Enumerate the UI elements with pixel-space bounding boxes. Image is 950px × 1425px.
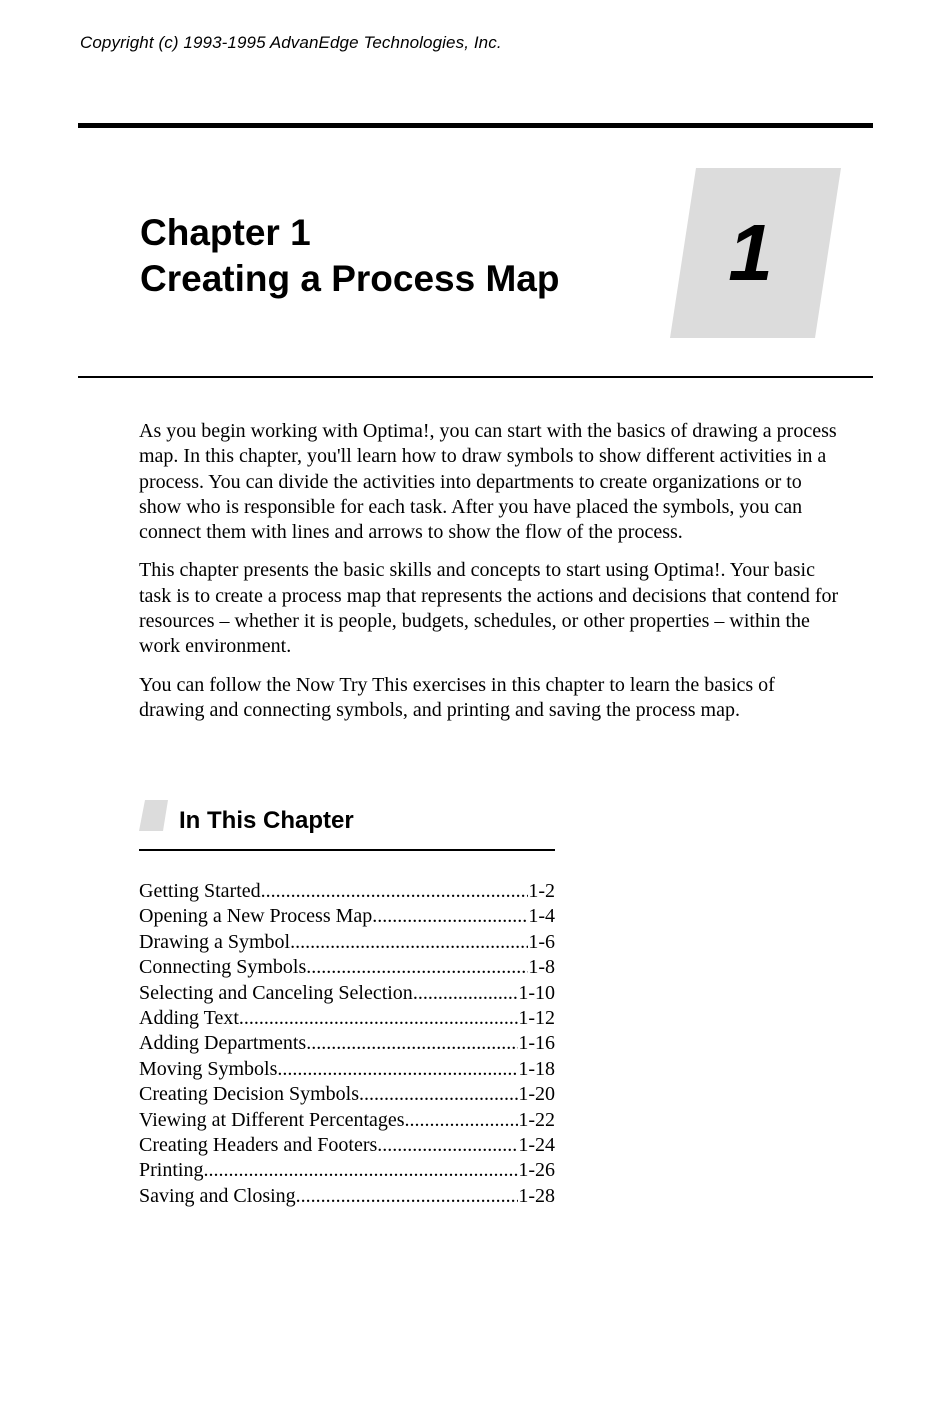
toc-entry bbox=[139, 1031, 555, 1056]
toc-entry-page: 1-2 bbox=[528, 880, 555, 902]
toc-leader bbox=[239, 1006, 518, 1031]
chapter-label: Chapter 1 bbox=[140, 212, 311, 253]
toc-entry bbox=[139, 1133, 555, 1158]
intro-text bbox=[139, 419, 839, 736]
heading-bottom-rule bbox=[78, 376, 873, 378]
chapter-number-badge bbox=[668, 168, 843, 338]
chapter-contents-list bbox=[139, 879, 555, 1209]
toc-leader bbox=[413, 981, 519, 1006]
toc-entry-title: Moving Symbols bbox=[139, 1057, 278, 1080]
toc-leader bbox=[306, 955, 528, 980]
chapter-heading bbox=[140, 210, 559, 302]
toc-entry-title: Creating Decision Symbols bbox=[139, 1083, 359, 1106]
toc-entry-title: Opening a New Process Map bbox=[139, 905, 373, 928]
toc-entry bbox=[139, 904, 555, 929]
toc-entry-title: Printing bbox=[139, 1159, 204, 1182]
toc-entry bbox=[139, 1057, 555, 1082]
toc-entry bbox=[139, 1184, 555, 1209]
toc-leader bbox=[405, 1108, 519, 1133]
toc-entry bbox=[139, 1158, 555, 1183]
toc-leader bbox=[306, 1031, 518, 1056]
toc-entry-page: 1-24 bbox=[518, 1134, 555, 1157]
toc-entry-title: Adding Text bbox=[139, 1007, 239, 1030]
toc-entry bbox=[139, 1006, 555, 1031]
toc-entry bbox=[139, 1108, 555, 1133]
toc-entry-page: 1-28 bbox=[518, 1184, 555, 1207]
chapter-number: 1 bbox=[728, 208, 773, 297]
toc-entry-page: 1-12 bbox=[518, 1007, 555, 1030]
toc-entry-title: Selecting and Canceling Selection bbox=[139, 981, 413, 1004]
toc-entry bbox=[139, 1082, 555, 1107]
copyright-notice: Copyright (c) 1993-1995 AdvanEdge Technologies, Inc. bbox=[80, 33, 502, 52]
toc-entry-page: 1-20 bbox=[518, 1083, 555, 1106]
intro-paragraph: This chapter presents the basic skills and concepts to start using Optima!. Your basic task is to create a process map that represents the actions and decisions that contend for resources – whether it is people, budgets, schedules, or other properties – within the work environment. bbox=[139, 559, 839, 658]
toc-entry-title: Adding Departments bbox=[139, 1032, 307, 1055]
toc-leader bbox=[359, 1082, 518, 1107]
toc-leader bbox=[203, 1158, 518, 1183]
toc-entry-title: Drawing a Symbol bbox=[139, 930, 291, 953]
toc-leader bbox=[372, 904, 528, 929]
toc-leader bbox=[296, 1184, 519, 1209]
in-this-chapter-header bbox=[139, 800, 555, 852]
toc-entry-page: 1-6 bbox=[528, 930, 555, 953]
toc-leader bbox=[290, 930, 528, 955]
toc-entry-page: 1-26 bbox=[518, 1159, 555, 1182]
toc-entry-page: 1-10 bbox=[518, 981, 555, 1004]
toc-entry bbox=[139, 879, 555, 904]
intro-paragraph: You can follow the Now Try This exercises in this chapter to learn the basics of drawing and connecting symbols, and printing and saving the process map. bbox=[139, 673, 775, 721]
chapter-title: Creating a Process Map bbox=[140, 258, 560, 299]
toc-entry-title: Getting Started bbox=[139, 880, 261, 902]
section-title: In This Chapter bbox=[179, 807, 354, 834]
toc-entry-page: 1-8 bbox=[528, 956, 555, 979]
toc-entry-title: Connecting Symbols bbox=[139, 956, 307, 979]
intro-paragraph: As you begin working with Optima!, you can start with the basics of drawing a process map. In this chapter, you'll learn how to draw symbols to show different activities in a process. You can divide the activities into departments to create organizations or to show who is responsible for each task. After you have placed the symbols, you can connect them with lines and arrows to show the flow of the process. bbox=[139, 420, 837, 544]
toc-entry-page: 1-22 bbox=[518, 1108, 555, 1131]
toc-entry-title: Creating Headers and Footers bbox=[139, 1134, 378, 1157]
toc-entry-title: Saving and Closing bbox=[139, 1184, 296, 1207]
toc-entry bbox=[139, 955, 555, 980]
section-rule bbox=[139, 849, 555, 851]
toc-leader bbox=[261, 879, 529, 904]
toc-entry-page: 1-16 bbox=[518, 1032, 555, 1055]
toc-leader bbox=[377, 1133, 518, 1158]
top-rule bbox=[78, 123, 873, 128]
toc-entry-page: 1-18 bbox=[518, 1057, 555, 1080]
toc-entry-title: Viewing at Different Percentages bbox=[139, 1108, 405, 1131]
toc-leader bbox=[277, 1057, 518, 1082]
toc-entry bbox=[139, 981, 555, 1006]
toc-entry-page: 1-4 bbox=[528, 905, 555, 928]
section-marker-icon bbox=[139, 800, 169, 832]
toc-entry bbox=[139, 930, 555, 955]
